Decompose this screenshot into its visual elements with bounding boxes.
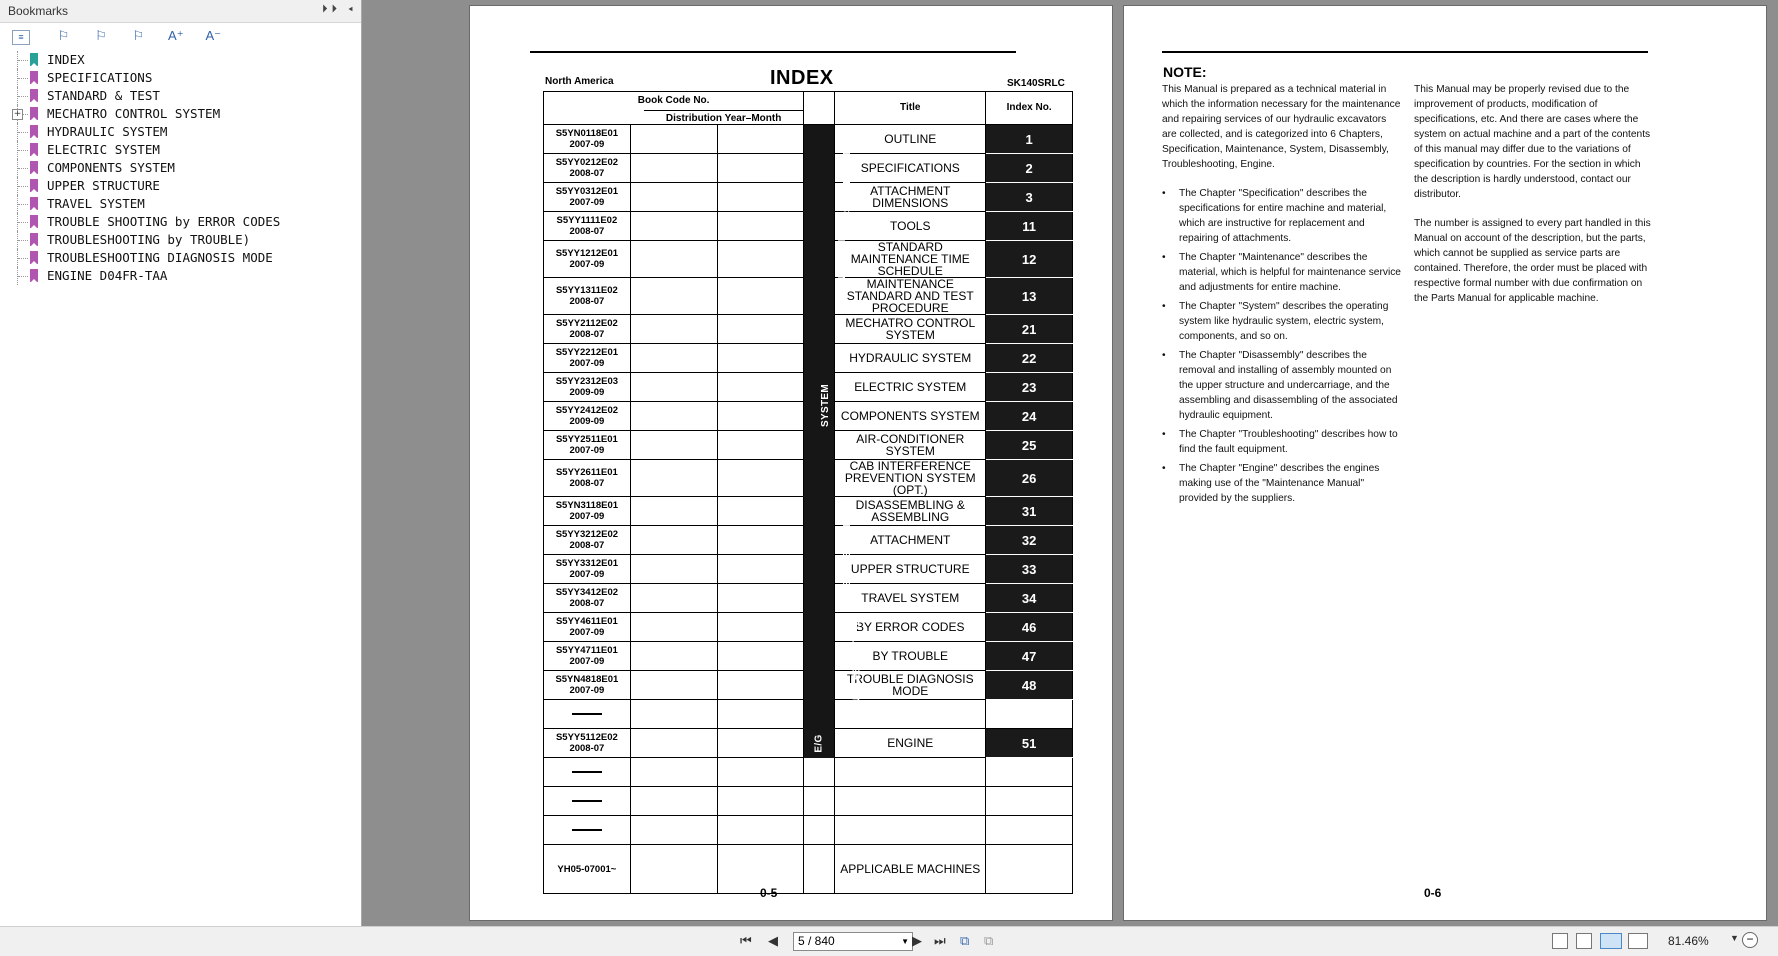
distribution-cell (717, 460, 804, 497)
list-item: • The Chapter "Maintenance" describes the material, which is helpful for maintenance service and adjustments for entire machine. (1162, 250, 1402, 295)
distribution-cell (630, 154, 717, 183)
bookmark-label: TROUBLE SHOOTING by ERROR CODES (47, 214, 281, 229)
bookmark-goto-icon[interactable]: ⚐ (132, 28, 145, 43)
bookmark-icon (30, 215, 38, 228)
section-label-system: SYSTEM (804, 315, 835, 497)
distribution-cell (717, 497, 804, 526)
zoom-dropdown-icon[interactable]: ▼ (1730, 933, 1739, 943)
distribution-cell (717, 555, 804, 584)
distribution-cell (717, 671, 804, 700)
index-number: 23 (986, 373, 1073, 402)
chevron-down-icon[interactable]: ▼ (901, 937, 909, 946)
index-number: 32 (986, 526, 1073, 555)
first-page-icon[interactable]: ⏮ (740, 933, 752, 948)
chapter-title: TOOLS (835, 212, 986, 241)
page-number: 0-6 (1424, 886, 1442, 900)
chapter-title: ATTACHMENT DIMENSIONS (835, 183, 986, 212)
two-page-view-icon[interactable] (1600, 933, 1622, 949)
page-title: INDEX (770, 67, 834, 89)
bookmark-icon (30, 71, 38, 84)
applicable-title: APPLICABLE MACHINES (835, 845, 986, 894)
book-code-cell (544, 700, 631, 729)
bookmark-label: UPPER STRUCTURE (47, 178, 160, 193)
index-number: 12 (986, 241, 1073, 278)
chapter-title: MECHATRO CONTROL SYSTEM (835, 315, 986, 344)
section-header (804, 92, 835, 125)
chapter-title: OUTLINE (835, 125, 986, 154)
book-code-cell: S5YY1212E01 2007-09 (544, 241, 631, 278)
distribution-cell (630, 183, 717, 212)
document-viewport[interactable] (362, 0, 1778, 926)
zoom-out-icon[interactable]: − (1742, 932, 1758, 948)
book-code-cell: S5YY0212E02 2008-07 (544, 154, 631, 183)
table-row (544, 787, 1073, 816)
distribution-cell (717, 729, 804, 758)
chapter-title: BY ERROR CODES (835, 613, 986, 642)
bookmarks-toolbar (12, 27, 235, 47)
book-code-cell: S5YY2511E01 2007-09 (544, 431, 631, 460)
header-rule (530, 51, 1016, 53)
distribution-label: Distribution Year–Month (644, 110, 803, 124)
distribution-cell (717, 584, 804, 613)
distribution-cell (630, 460, 717, 497)
distribution-cell (717, 373, 804, 402)
bookmark-item[interactable] (12, 231, 352, 249)
bookmark-new-icon[interactable]: ⚐ (95, 28, 107, 43)
empty-dash (572, 713, 602, 715)
applicable-code: YH05-07001~ (544, 845, 631, 894)
section-label-disassembling: DISASSEMBLING (804, 497, 835, 613)
next-page-icon[interactable]: ▶ (912, 933, 922, 948)
note-title: NOTE: (1163, 64, 1207, 80)
book-code-cell: S5YY1311E02 2008-07 (544, 278, 631, 315)
bookmark-item[interactable] (12, 69, 352, 87)
book-code-cell: S5YY2611E01 2008-07 (544, 460, 631, 497)
last-page-icon[interactable]: ⏭ (934, 933, 946, 948)
bookmark-label: INDEX (47, 52, 85, 67)
distribution-cell (630, 402, 717, 431)
index-number: 22 (986, 344, 1073, 373)
index-number: 31 (986, 497, 1073, 526)
previous-view-icon[interactable]: ⧉ (960, 933, 970, 948)
distribution-cell (717, 642, 804, 671)
bookmark-label: MECHATRO CONTROL SYSTEM (47, 106, 221, 121)
empty-dash (572, 800, 602, 802)
distribution-cell (630, 278, 717, 315)
book-code-cell: S5YY4711E01 2007-09 (544, 642, 631, 671)
single-page-view-icon[interactable] (1552, 933, 1568, 949)
chapter-title: STANDARD MAINTENANCE TIME SCHEDULE (835, 241, 986, 278)
empty-dash (572, 829, 602, 831)
panel-collapse-buttons[interactable]: ⏵⏵ ◂ (321, 3, 357, 15)
bookmark-tree (12, 51, 352, 285)
chapter-title: SPECIFICATIONS (835, 154, 986, 183)
list-item: • The Chapter "Specification" describes the specifications for entire machine and material, which are instructive for replacement and repairing of attachments. (1162, 186, 1402, 246)
list-item: • The Chapter "Engine" describes the engines making use of the "Maintenance Manual" provided by the suppliers. (1162, 461, 1402, 506)
book-code-cell: S5YY4611E01 2007-09 (544, 613, 631, 642)
title-header: Title (835, 92, 986, 125)
book-code-cell: S5YY3312E01 2007-09 (544, 555, 631, 584)
bookmark-icon (30, 161, 38, 174)
index-no-header: Index No. (986, 92, 1073, 125)
page-number-input[interactable] (793, 932, 913, 951)
index-number: 2 (986, 154, 1073, 183)
chapter-title: COMPONENTS SYSTEM (835, 402, 986, 431)
index-number: 21 (986, 315, 1073, 344)
distribution-cell (630, 700, 717, 729)
distribution-cell (717, 526, 804, 555)
bookmark-label: SPECIFICATIONS (47, 70, 153, 85)
distribution-cell (717, 315, 804, 344)
two-page-continuous-view-icon[interactable] (1628, 933, 1648, 949)
chapter-title: HYDRAULIC SYSTEM (835, 344, 986, 373)
distribution-cell (717, 125, 804, 154)
chapter-title: BY TROUBLE (835, 642, 986, 671)
bookmark-icon (30, 269, 38, 282)
table-row (544, 315, 1073, 344)
bookmark-item[interactable] (12, 267, 352, 285)
bookmark-icon (30, 197, 38, 210)
next-view-icon[interactable]: ⧉ (984, 933, 994, 948)
list-item: • The Chapter "System" describes the operating system like hydraulic system, electric system, components, and so on. (1162, 299, 1402, 344)
section-label-specifications: SPECIFICATIONS (804, 125, 835, 212)
distribution-cell (630, 613, 717, 642)
page-number: 0-5 (760, 886, 778, 900)
bookmarks-panel (0, 0, 362, 926)
table-row (544, 125, 1073, 154)
empty-dash (572, 771, 602, 773)
model-label: SK140SRLC (1007, 78, 1065, 89)
index-number: 51 (986, 729, 1073, 758)
bookmark-item[interactable] (12, 105, 352, 123)
distribution-cell (717, 278, 804, 315)
bookmark-item[interactable] (12, 249, 352, 267)
index-number: 48 (986, 671, 1073, 700)
distribution-cell (630, 555, 717, 584)
bookmark-label: TROUBLESHOOTING by TROUBLE) (47, 232, 251, 247)
chapter-title: TROUBLE DIAGNOSIS MODE (835, 671, 986, 700)
index-number: 3 (986, 183, 1073, 212)
index-number: 24 (986, 402, 1073, 431)
book-code-cell: S5YY3412E02 2008-07 (544, 584, 631, 613)
bookmarks-header (0, 0, 361, 23)
note-column-2 (1414, 82, 1654, 320)
chapter-title: ELECTRIC SYSTEM (835, 373, 986, 402)
bookmark-icon (30, 179, 38, 192)
bookmark-delete-icon[interactable]: ⚐ (57, 28, 70, 43)
bookmark-icon (30, 233, 38, 246)
chapter-title: ATTACHMENT (835, 526, 986, 555)
table-row (544, 816, 1073, 845)
book-code-cell: S5YY2212E01 2007-09 (544, 344, 631, 373)
table-row (544, 758, 1073, 787)
page-0-5 (470, 6, 1112, 920)
previous-page-icon[interactable]: ◀ (768, 933, 778, 948)
book-code-cell: S5YN3118E01 2007-09 (544, 497, 631, 526)
distribution-cell (717, 183, 804, 212)
book-code-cell: S5YY2312E03 2009-09 (544, 373, 631, 402)
index-number: 46 (986, 613, 1073, 642)
chapter-title: CAB INTERFERENCE PREVENTION SYSTEM (OPT.) (835, 460, 986, 497)
table-row (544, 613, 1073, 642)
index-number: 13 (986, 278, 1073, 315)
index-number: 11 (986, 212, 1073, 241)
note-intro: This Manual is prepared as a technical material in which the information necessary for the maintenance and repairing services of our hydraulic excavators are collected, and is categorized into 6 Chapters, Specification, Maintenance, System, Disassembly, Troubleshooting, Engine. (1162, 84, 1401, 170)
distribution-cell (717, 154, 804, 183)
distribution-cell (630, 315, 717, 344)
continuous-view-icon[interactable] (1576, 933, 1592, 949)
index-number (986, 700, 1073, 729)
note-column-1 (1162, 82, 1402, 510)
header-rule (1162, 51, 1648, 53)
options-icon[interactable]: ≡ (12, 30, 30, 45)
index-table (543, 91, 1073, 894)
chapter-title: UPPER STRUCTURE (835, 555, 986, 584)
bookmark-label: TRAVEL SYSTEM (47, 196, 145, 211)
bookmark-icon (30, 89, 38, 102)
index-number: 34 (986, 584, 1073, 613)
book-code-cell: S5YY1111E02 2008-07 (544, 212, 631, 241)
section-label-eg: E/G (804, 729, 835, 758)
chapter-title: TRAVEL SYSTEM (835, 584, 986, 613)
bookmark-label: STANDARD & TEST (47, 88, 160, 103)
zoom-level[interactable]: 81.46% (1668, 934, 1709, 948)
note-revision: This Manual may be properly revised due to the improvement of products, modification of specifications, etc. And there are cases where the system on actual machine and a part of the contents of this manual may differ due to the variations of specification by countries. For the section in which the description is hardly understood, contact our distributor. (1414, 84, 1651, 200)
bookmark-label: ENGINE D04FR-TAA (47, 268, 168, 283)
distribution-cell (630, 584, 717, 613)
bookmark-item[interactable] (12, 159, 352, 177)
bookmark-label: TROUBLESHOOTING DIAGNOSIS MODE (47, 250, 273, 265)
distribution-cell (630, 642, 717, 671)
page-number-value: 5 / 840 (798, 934, 835, 948)
distribution-cell (717, 700, 804, 729)
distribution-cell (717, 344, 804, 373)
list-item: • The Chapter "Disassembly" describes the removal and installing of assembly mounted on the upper structure and undercarriage, and the assembling and disassembling of the associated hydraulic equipment. (1162, 348, 1402, 423)
book-code-label: Book Code No. (637, 95, 710, 106)
chapter-title: ENGINE (835, 729, 986, 758)
bookmark-icon (30, 251, 38, 264)
bookmark-item[interactable] (12, 195, 352, 213)
distribution-cell (717, 212, 804, 241)
bookmark-item[interactable] (12, 123, 352, 141)
table-row (544, 729, 1073, 758)
distribution-cell (717, 431, 804, 460)
chapter-title: MAINTENANCE STANDARD AND TEST PROCEDURE (835, 278, 986, 315)
chapter-list (1162, 186, 1402, 506)
bookmark-label: COMPONENTS SYSTEM (47, 160, 175, 175)
distribution-cell (630, 212, 717, 241)
table-row (544, 497, 1073, 526)
book-code-cell: S5YY2112E02 2008-07 (544, 315, 631, 344)
distribution-cell (630, 671, 717, 700)
distribution-cell (630, 526, 717, 555)
navigation-bar (0, 926, 1778, 956)
chapter-title: DISASSEMBLING & ASSEMBLING (835, 497, 986, 526)
bookmark-item[interactable] (12, 87, 352, 105)
applicable-row (544, 845, 1073, 894)
book-code-header (544, 92, 804, 125)
bookmark-icon (30, 107, 38, 120)
index-number: 47 (986, 642, 1073, 671)
distribution-cell (630, 344, 717, 373)
book-code-cell: S5YY2412E02 2009-09 (544, 402, 631, 431)
section-label-maintenance: MAINTENANCE (804, 212, 835, 315)
bookmark-label: HYDRAULIC SYSTEM (47, 124, 168, 139)
region-label: North America (545, 76, 614, 87)
page-0-6 (1124, 6, 1766, 920)
font-increase-icon[interactable]: A⁺ (168, 28, 184, 43)
font-decrease-icon[interactable]: A⁻ (205, 28, 222, 43)
note-part-numbers: The number is assigned to every part handled in this Manual on account of the description, but the parts, which cannot be supplied as service parts are contained. Therefore, the order must be placed with respective formal number with due confirmation on the Parts Manual for applicable machine. (1414, 218, 1651, 304)
bookmarks-title: Bookmarks (8, 4, 69, 18)
bookmark-label: ELECTRIC SYSTEM (47, 142, 160, 157)
book-code-cell: S5YY0312E01 2007-09 (544, 183, 631, 212)
bookmark-item[interactable] (12, 51, 352, 69)
distribution-cell (630, 431, 717, 460)
index-number: 25 (986, 431, 1073, 460)
expand-icon[interactable]: + (13, 109, 22, 119)
distribution-cell (630, 729, 717, 758)
distribution-cell (717, 613, 804, 642)
bookmark-item[interactable] (12, 213, 352, 231)
distribution-cell (717, 402, 804, 431)
list-item: • The Chapter "Troubleshooting" describes how to find the fault equipment. (1162, 427, 1402, 457)
bookmark-item[interactable] (12, 177, 352, 195)
bookmark-icon (30, 53, 38, 66)
table-header-row (544, 92, 1073, 125)
distribution-cell (630, 125, 717, 154)
index-number: 26 (986, 460, 1073, 497)
book-code-cell: S5YN4818E01 2007-09 (544, 671, 631, 700)
chapter-title: AIR-CONDITIONER SYSTEM (835, 431, 986, 460)
book-code-cell: S5YY3212E02 2008-07 (544, 526, 631, 555)
distribution-cell (630, 373, 717, 402)
bookmark-item[interactable] (12, 141, 352, 159)
book-code-cell: S5YN0118E01 2007-09 (544, 125, 631, 154)
table-row (544, 212, 1073, 241)
distribution-cell (630, 497, 717, 526)
bookmark-icon (30, 125, 38, 138)
bookmark-icon (30, 143, 38, 156)
distribution-cell (630, 241, 717, 278)
index-number: 1 (986, 125, 1073, 154)
index-number: 33 (986, 555, 1073, 584)
distribution-cell (717, 241, 804, 278)
book-code-cell: S5YY5112E02 2008-07 (544, 729, 631, 758)
section-label-troubleshooting: TROUBLESHOOTING (804, 613, 835, 729)
